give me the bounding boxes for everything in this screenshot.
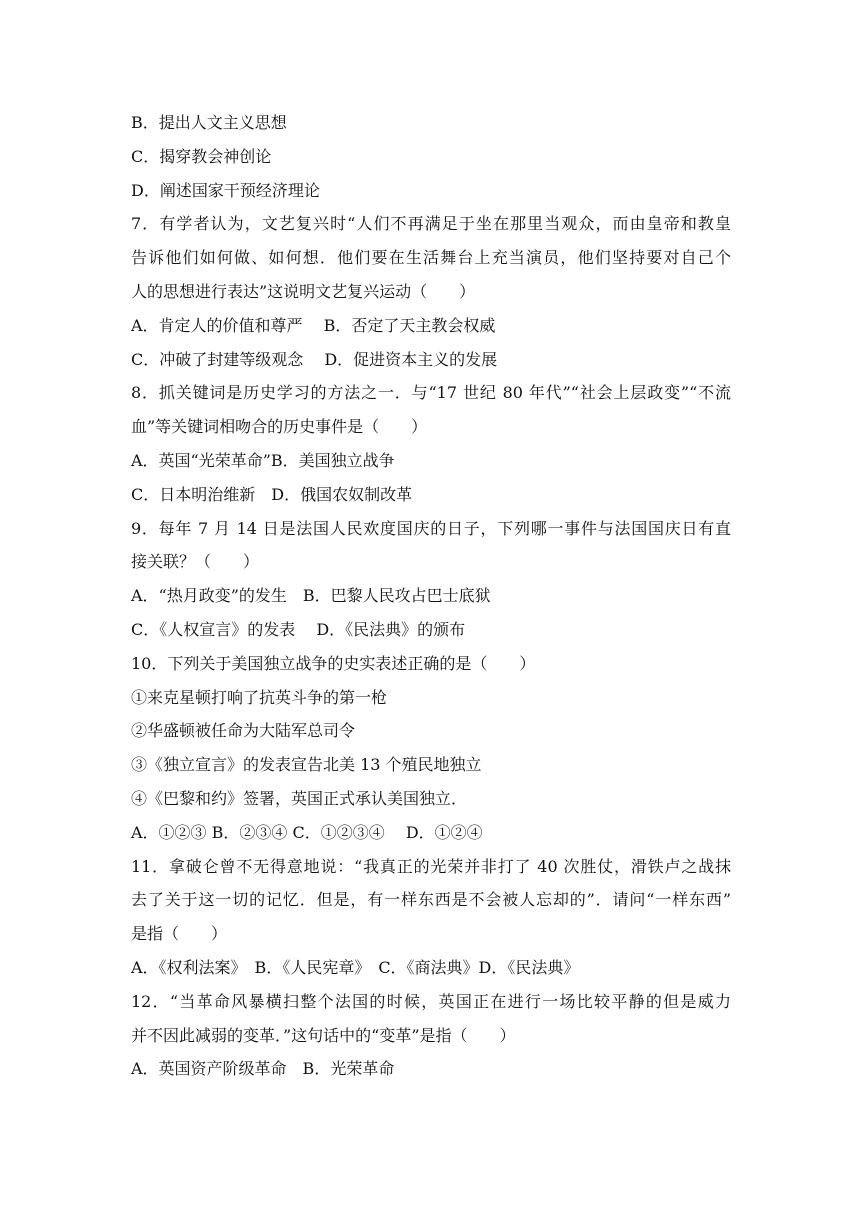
question-9-options: C．《人权宣言》的发表 D．《民法典》的颁布 [131, 619, 466, 639]
question-8-options: C．日本明治维新 D．俄国农奴制改革 [131, 484, 413, 504]
option-line: C．揭穿教会神创论 [131, 146, 272, 166]
question-8-line: 8．抓关键词是历史学习的方法之一．与“17 世纪 80 年代”“社会上层政变”“不流 [131, 383, 731, 403]
question-8-line: 血”等关键词相吻合的历史事件是（ ） [131, 417, 428, 437]
question-7-options: A．肯定人的价值和尊严 B．否定了天主教会权威 [131, 315, 496, 335]
question-9-line: 9．每年 7 月 14 日是法国人民欢度国庆的日子，下列哪一事件与法国国庆日有直 [131, 518, 731, 538]
question-7-line: 人的思想进行表达”这说明文艺复兴运动（ ） [131, 281, 476, 301]
question-11-options: A．《权利法案》 B．《人民宪章》 C．《商法典》D．《民法典》 [131, 957, 580, 977]
question-10-options: A．①②③ B．②③④ C．①②③④ D．①②④ [131, 822, 483, 842]
question-11-line: 是指（ ） [131, 924, 228, 944]
question-12-line: 12．“当革命风暴横扫整个法国的时候，英国正在进行一场比较平静的但是威力 [131, 991, 731, 1011]
option-line: D．阐述国家干预经济理论 [131, 180, 320, 200]
question-10-statement: ①来克星顿打响了抗英斗争的第一枪 [131, 687, 388, 707]
question-9-options: A．“热月政变”的发生 B．巴黎人民攻占巴士底狱 [131, 586, 491, 606]
page-content [131, 106, 731, 1086]
question-11-line: 去了关于这一切的记忆．但是，有一样东西是不会被人忘却的”．请问“一样东西” [131, 890, 731, 910]
question-9-line: 接关联？（ ） [131, 552, 260, 572]
question-7-options: C．冲破了封建等级观念 D．促进资本主义的发展 [131, 349, 498, 369]
question-8-options: A．英国“光荣革命”B．美国独立战争 [131, 450, 395, 470]
option-line: B．提出人文主义思想 [131, 113, 287, 132]
question-11-line: 11．拿破仑曾不无得意地说：“我真正的光荣并非打了 40 次胜仗，滑铁卢之战抹 [131, 856, 731, 876]
question-12-line: 并不因此减弱的变革．”这句话中的“变革”是指（ ） [131, 1025, 516, 1045]
question-10-statement: ④《巴黎和约》签署，英国正式承认美国独立． [131, 788, 468, 808]
question-10-statement: ③《独立宣言》的发表宣告北美 13 个殖民地独立 [131, 755, 482, 775]
question-7-line: 告诉他们如何做、如何想．他们要在生活舞台上充当演员，他们坚持要对自己个 [131, 248, 731, 268]
question-7-line: 7．有学者认为，文艺复兴时“人们不再满足于坐在那里当观众，而由皇帝和教皇 [131, 214, 731, 234]
question-12-options: A．英国资产阶级革命 B．光荣革命 [131, 1059, 395, 1079]
question-10-line: 10．下列关于美国独立战争的史实表述正确的是（ ） [131, 653, 536, 673]
question-10-statement: ②华盛顿被任命为大陆军总司令 [131, 721, 356, 741]
